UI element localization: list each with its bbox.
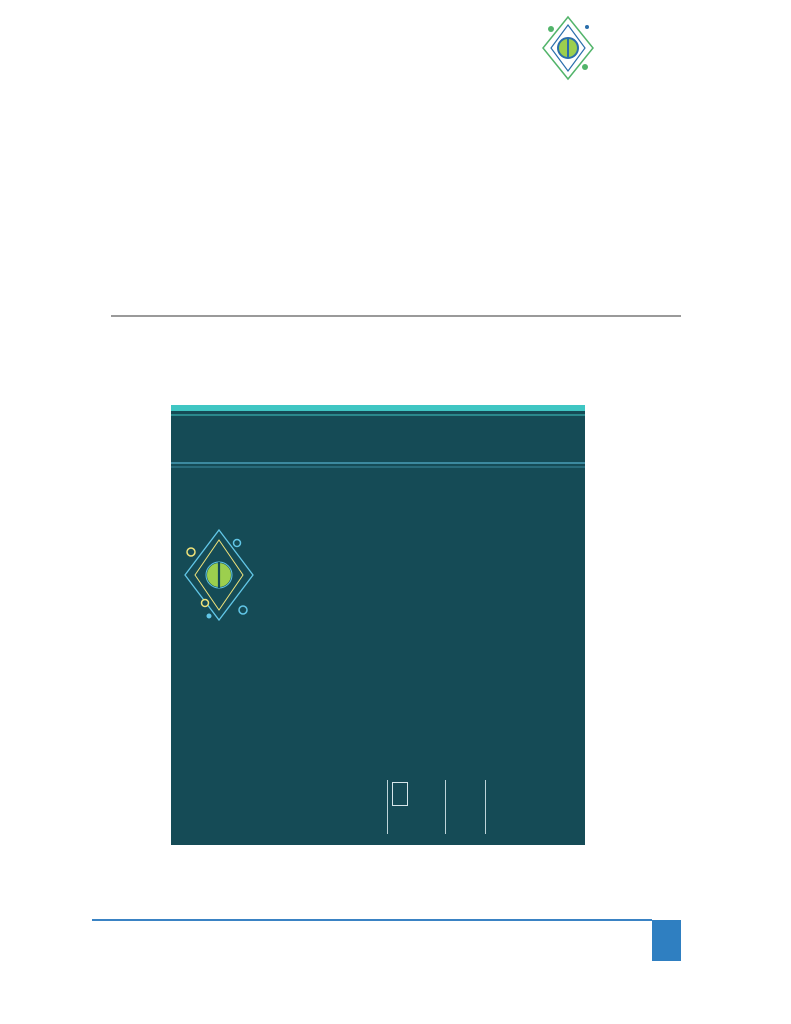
poster-emblem-icon <box>185 530 253 620</box>
seminar-poster <box>171 405 585 845</box>
header-band <box>0 0 791 97</box>
gov2-text <box>446 780 483 783</box>
page-number <box>652 920 681 961</box>
poster-graphics <box>171 405 585 845</box>
mesa-regional-logo-icon <box>541 15 595 81</box>
gobierno-de-chile-logo <box>387 780 428 834</box>
ministerio-educacion-logo <box>485 780 524 834</box>
footer-divider <box>92 919 652 921</box>
chile-flag-icon <box>392 782 408 806</box>
decorative-pattern-band <box>0 0 560 97</box>
horizontal-divider <box>111 315 681 317</box>
ministerio-culturas-logo <box>445 780 486 834</box>
gov3-text <box>486 780 523 783</box>
